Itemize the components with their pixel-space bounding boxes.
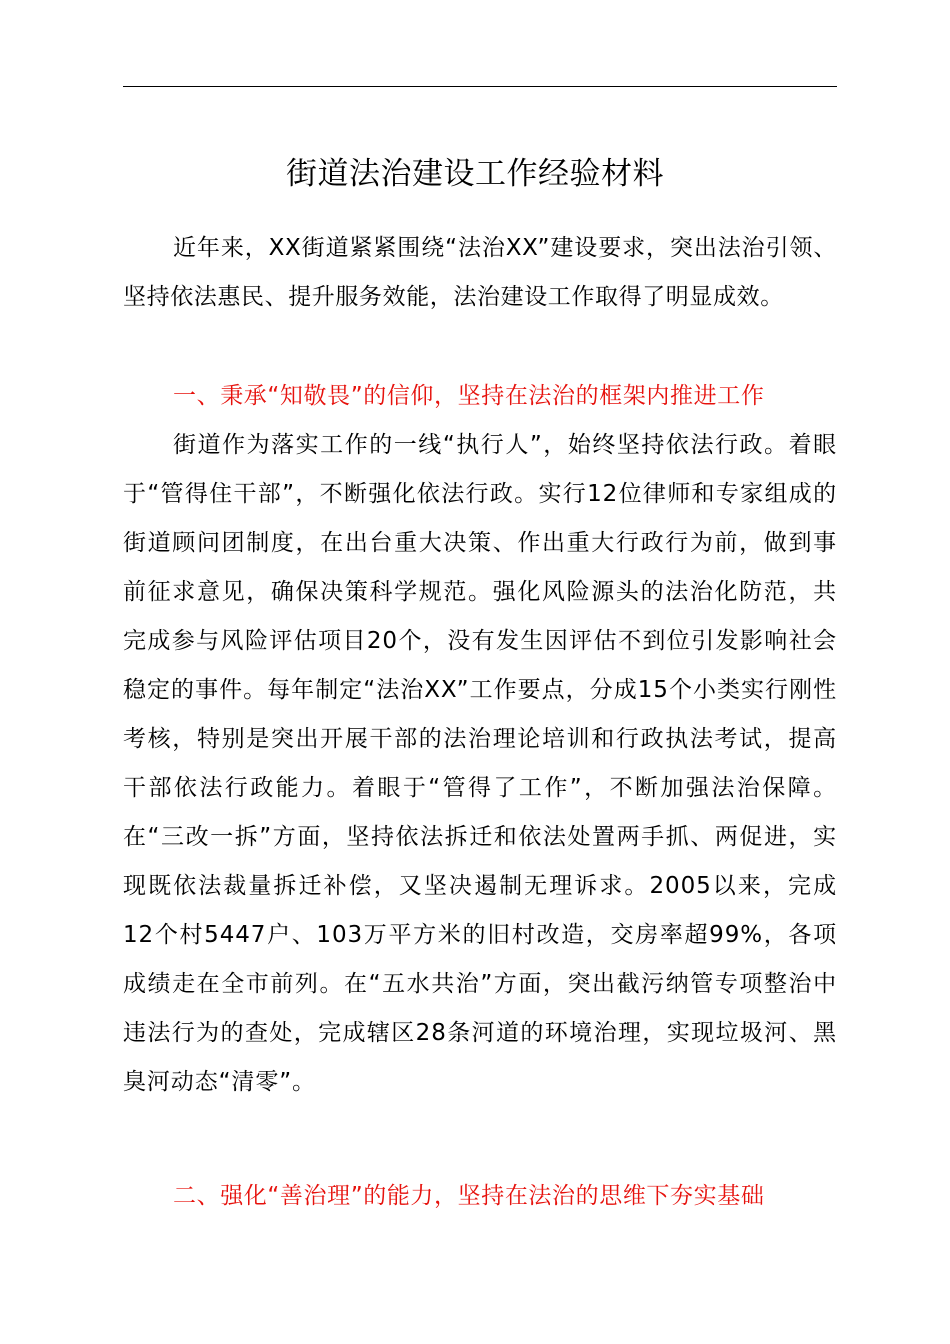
document-title: 街道法治建设工作经验材料 [286,156,664,192]
intro-paragraph: 近年来，XX街道紧紧围绕“法治XX”建设要求，突出法治引领、坚持依法惠民、提升服务效能，法治建设工作取得了明显成效。 [123,235,837,310]
section-1-heading: 一、秉承“知敬畏”的信仰，坚持在法治的框架内推进工作 [173,383,765,409]
header-rule [123,86,837,87]
section-1-body: 街道作为落实工作的一线“执行人”，始终坚持依法行政。着眼于“管得住干部”，不断强化依法行政。实行12位律师和专家组成的街道顾问团制度，在出台重大决策、作出重大行政行为前，做到事前征求意见，确保决策科学规范。强化风险源头的法治化防范，共完成参与风险评估项目20个，没有发生因评估不到位引发影响社会稳定的事件。每年制定“法治XX”工作要点，分成15个小类实行刚性考核，特别是突出开展干部的法治理论培训和行政执法考试，提高干部依法行政能力。着眼于“管得了工作”，不断加强法治保障。在“三改一拆”方面，坚持依法拆迁和依法处置两手抓、两促进，实现既依法裁量拆迁补偿，又坚决遏制无理诉求。2005以来，完成12个村5447户、103万平方米的旧村改造，交房率超99%，各项成绩走在全市前列。在“五水共治”方面，突出截污纳管专项整治中违法行为的查处，完成辖区28条河道的环境治理，实现垃圾河、黑臭河动态“清零”。 [123,432,837,1095]
section-2-heading: 二、强化“善治理”的能力，坚持在法治的思维下夯实基础 [173,1183,765,1209]
